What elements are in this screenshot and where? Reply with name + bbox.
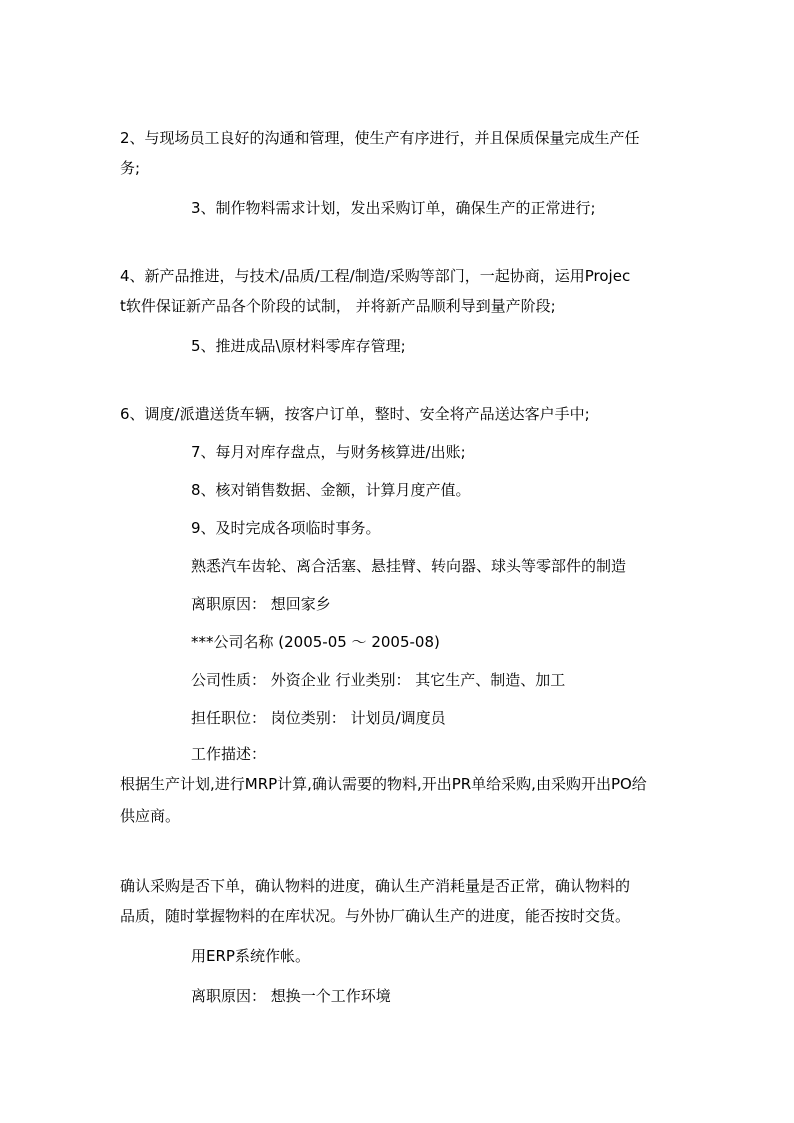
job-description-label: 工作描述：: [191, 745, 267, 763]
description-p1-line-2: 供应商。: [120, 807, 181, 825]
item-7: 7、每月对库存盘点，与财务核算进/出账;: [191, 443, 466, 461]
leave-reason-1: 离职原因： 想回家乡: [191, 595, 331, 613]
position: 担任职位： 岗位类别： 计划员/调度员: [191, 709, 446, 727]
familiar-skills: 熟悉汽车齿轮、离合活塞、悬挂臂、转向器、球头等零部件的制造: [191, 557, 627, 575]
item-3: 3、制作物料需求计划，发出采购订单，确保生产的正常进行;: [191, 199, 596, 217]
company-header: ***公司名称 (2005-05 ～ 2005-08): [191, 633, 440, 651]
item-2-line-1: 2、与现场员工良好的沟通和管理，使生产有序进行，并且保质保量完成生产任: [120, 129, 640, 147]
item-4-line-2: t软件保证新产品各个阶段的试制， 并将新产品顺利导到量产阶段;: [120, 297, 556, 315]
leave-reason-2: 离职原因： 想换一个工作环境: [191, 987, 391, 1005]
description-p1-line-1: 根据生产计划,进行MRP计算,确认需要的物料,开出PR单给采购,由采购开出PO给: [120, 775, 647, 793]
erp-note: 用ERP系统作帐。: [191, 947, 310, 965]
description-p2-line-2: 品质，随时掌握物料的在库状况。与外协厂确认生产的进度，能否按时交货。: [120, 907, 631, 925]
item-8: 8、核对销售数据、金额，计算月度产值。: [191, 481, 471, 499]
item-6: 6、调度/派遣送货车辆，按客户订单，整时、安全将产品送达客户手中;: [120, 405, 590, 423]
item-9: 9、及时完成各项临时事务。: [191, 519, 381, 537]
item-4-line-1: 4、新产品推进，与技术/品质/工程/制造/采购等部门，一起协商，运用Projec: [120, 267, 631, 285]
company-nature: 公司性质： 外资企业 行业类别： 其它生产、制造、加工: [191, 671, 566, 689]
item-2-line-2: 务;: [120, 159, 141, 177]
description-p2-line-1: 确认采购是否下单，确认物料的进度，确认生产消耗量是否正常，确认物料的: [120, 877, 631, 895]
item-5: 5、推进成品\原材料零库存管理;: [191, 337, 406, 355]
